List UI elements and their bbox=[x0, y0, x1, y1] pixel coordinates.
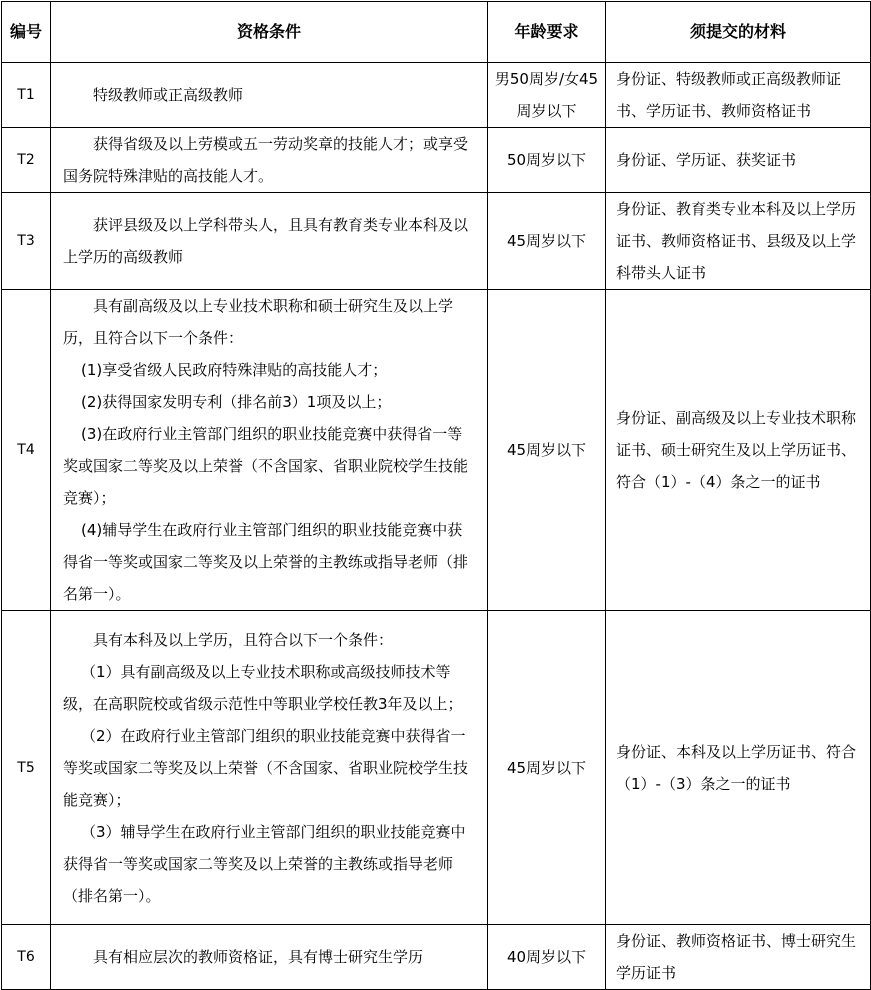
row-id: T6 bbox=[2, 925, 51, 990]
condition-item: (3)在政府行业主管部门组织的职业技能竞赛中获得省一等奖或国家二等奖及以上荣誉（不含国家、省职业院校学生技能竞赛）； bbox=[63, 425, 469, 507]
row-materials: 身份证、教育类专业本科及以上学历证书、教师资格证书、县级及以上学科带头人证书 bbox=[606, 193, 871, 290]
condition-item: (1)享受省级人民政府特殊津贴的高技能人才； bbox=[81, 361, 388, 379]
condition-item: (4)辅导学生在政府行业主管部门组织的职业技能竞赛中获得省一等奖或国家二等奖及以上荣誉的主教练或指导老师（排名第一）。 bbox=[63, 521, 469, 603]
row-materials: 身份证、副高级及以上专业技术职称证书、硕士研究生及以上学历证书、符合（1）-（4）条之一的证书 bbox=[606, 290, 871, 611]
row-id: T4 bbox=[2, 290, 51, 611]
row-age: 45周岁以下 bbox=[488, 611, 606, 925]
row-materials: 身份证、学历证、获奖证书 bbox=[606, 128, 871, 193]
qualification-table bbox=[1, 1, 871, 990]
condition-text: 具有相应层次的教师资格证，具有博士研究生学历 bbox=[93, 948, 424, 966]
condition-intro: 具有本科及以上学历，且符合以下一个条件： bbox=[93, 630, 394, 649]
table-row bbox=[2, 63, 871, 128]
row-condition bbox=[51, 193, 488, 290]
condition-item: （3）辅导学生在政府行业主管部门组织的职业技能竞赛中获得省一等奖或国家二等奖及以上荣誉的主教练或指导老师（排名第一）。 bbox=[63, 822, 466, 905]
row-condition bbox=[51, 925, 488, 990]
condition-item: （1）具有副高级及以上专业技术职称或高级技师技术等级，在高职院校或省级示范性中等职业学校任教3年及以上； bbox=[63, 662, 463, 713]
row-age: 50周岁以下 bbox=[488, 128, 606, 193]
row-age: 45周岁以下 bbox=[488, 290, 606, 611]
row-id: T2 bbox=[2, 128, 51, 193]
header-mat: 须提交的材料 bbox=[606, 2, 871, 63]
row-id: T3 bbox=[2, 193, 51, 290]
row-age: 男50周岁/女45周岁以下 bbox=[488, 63, 606, 128]
condition-text: 获得省级及以上劳模或五一劳动奖章的技能人才；或享受国务院特殊津贴的高技能人才。 bbox=[63, 135, 469, 185]
table-row bbox=[2, 128, 871, 193]
row-condition bbox=[51, 63, 488, 128]
row-condition bbox=[51, 290, 488, 611]
header-age: 年龄要求 bbox=[488, 2, 606, 63]
condition-intro: 具有副高级及以上专业技术职称和硕士研究生及以上学历，且符合以下一个条件： bbox=[63, 297, 454, 347]
row-materials: 身份证、特级教师或正高级教师证书、学历证书、教师资格证书 bbox=[606, 63, 871, 128]
header-cond: 资格条件 bbox=[51, 2, 488, 63]
row-age: 45周岁以下 bbox=[488, 193, 606, 290]
row-age: 40周岁以下 bbox=[488, 925, 606, 990]
row-id: T5 bbox=[2, 611, 51, 925]
row-condition bbox=[51, 611, 488, 925]
table-row bbox=[2, 290, 871, 611]
condition-item: （2）在政府行业主管部门组织的职业技能竞赛中获得省一等奖或国家二等奖及以上荣誉（不含国家、省职业院校学生技能竞赛）； bbox=[63, 726, 469, 809]
condition-item: (2)获得国家发明专利（排名前3）1项及以上； bbox=[81, 393, 392, 411]
row-id: T1 bbox=[2, 63, 51, 128]
row-materials: 身份证、教师资格证书、博士研究生学历证书 bbox=[606, 925, 871, 990]
row-materials: 身份证、本科及以上学历证书、符合（1）-（3）条之一的证书 bbox=[606, 611, 871, 925]
header-num: 编号 bbox=[2, 2, 51, 63]
row-condition bbox=[51, 128, 488, 193]
table-row bbox=[2, 193, 871, 290]
table-row bbox=[2, 611, 871, 925]
table-row bbox=[2, 925, 871, 990]
header-row bbox=[2, 2, 871, 63]
condition-text: 特级教师或正高级教师 bbox=[93, 86, 244, 104]
condition-text: 获评县级及以上学科带头人，且具有教育类专业本科及以上学历的高级教师 bbox=[63, 216, 469, 266]
